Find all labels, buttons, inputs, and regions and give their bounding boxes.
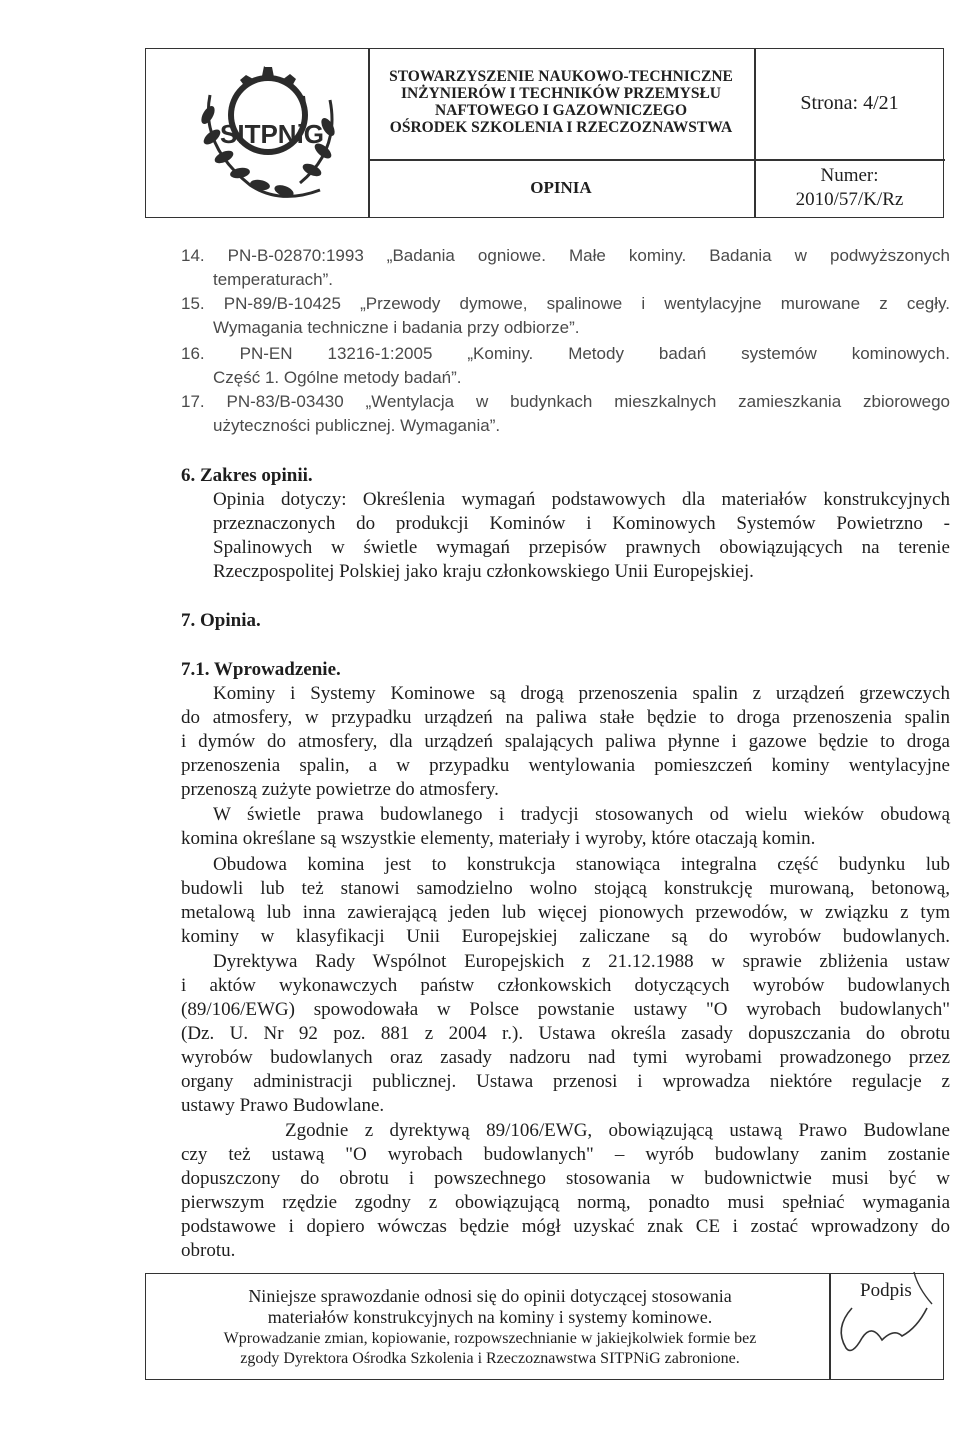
reference-14-line1: 14. PN-B-02870:1993 „Badania ogniowe. Małe kominy. Badania w podwyższonych	[181, 246, 950, 265]
paragraph-line: Obudowa komina jest to konstrukcja stanowiąca integralna część budynku lub	[213, 854, 950, 875]
paragraph-line: przenoszą zużyte powietrze do atmosfery.	[181, 779, 499, 800]
paragraph-line: (Dz. U. Nr 92 poz. 881 z 2004 r.). Ustawa określa zasady dopuszczania do obrotu	[181, 1023, 950, 1044]
logo-text: SITPNiG	[220, 119, 325, 149]
section-7-heading: 7. Opinia.	[181, 610, 261, 631]
page-number: Strona: 4/21	[800, 92, 899, 114]
organization-name: STOWARZYSZENIE NAUKOWO-TECHNICZNE INŻYNIERÓW I TECHNIKÓW PRZEMYSŁU NAFTOWEGO I GAZOWNICZEGO OŚRODEK SZKOLENIA I RZECZOZNAWSTWA	[389, 68, 733, 136]
paragraph-line: i dymów do atmosfery, dla urządzeń spalających paliwa płynne i gazowe będzie to droga	[181, 731, 950, 752]
section-6-line: Rzeczpospolitej Polskiej jako kraju członkowskiego Unii Europejskiej.	[213, 561, 754, 582]
section-6-line: Opinia dotyczy: Określenia wymagań podstawowych dla materiałów konstrukcyjnych	[213, 489, 950, 510]
paragraph-line: do atmosfery, w przypadku urządzeń na paliwa stałe będzie to droga przenoszenia spalin	[181, 707, 950, 728]
paragraph-line: wyrobów budowlanych oraz zasady nadzoru nad tymi wyrobami prowadzonego przez	[181, 1047, 950, 1068]
paragraph-line: ustawy Prawo Budowlane.	[181, 1095, 385, 1116]
paragraph-line: (89/106/EWG) spowodowała w Polsce powstanie ustawy "O wyrobach budowlanych"	[181, 999, 950, 1020]
paragraph-line: organy administracji publicznej. Ustawa przenosi i wprowadza niektóre regulacje z	[181, 1071, 950, 1092]
reference-15-line2: Wymagania techniczne i badania przy odbiorze”.	[213, 318, 580, 337]
reference-15-line1: 15. PN-89/B-10425 „Przewody dymowe, spalinowe i wentylacyjne murowane z cegły.	[181, 294, 950, 313]
section-6-heading: 6. Zakres opinii.	[181, 465, 313, 486]
paragraph-line: czy też ustawą "O wyrobach budowlanych" – wyrób budowlany zanim zostanie	[181, 1144, 950, 1165]
reference-16-line1: 16. PN-EN 13216-1:2005 „Kominy. Metody badań systemów kominowych.	[181, 344, 950, 363]
paragraph-line: Kominy i Systemy Kominowe są drogą przenoszenia spalin z urządzeń grzewczych	[213, 683, 950, 704]
paragraph-line: obrotu.	[181, 1240, 236, 1261]
reference-17-line2: użyteczności publicznej. Wymagania”.	[213, 416, 501, 435]
sitpnig-logo	[180, 55, 350, 213]
paragraph-line: Dyrektywa Rady Wspólnot Europejskich z 21.12.1988 w sprawie zbliżenia ustaw	[213, 951, 950, 972]
signature-label: Podpis	[860, 1280, 912, 1301]
footer-note-line: Niniejsze sprawozdanie odnosi się do opinii dotyczącej stosowania	[248, 1286, 732, 1306]
paragraph-line: i aktów wykonawczych państw członkowskich dotyczących wyrobów budowlanych	[181, 975, 950, 996]
paragraph-line: przenoszenia spalin, a w przypadku wentylowania pomieszczeń kominy wentylacyjne	[181, 755, 950, 776]
paragraph-line: W świetle prawa budowlanego i tradycji stosowanych od wielu wieków obudową	[213, 804, 950, 825]
document-number: Numer: 2010/57/K/Rz	[795, 165, 904, 210]
paragraph-line: dopuszczony do obrotu i powszechnego stosowania w budownictwie musi być w	[181, 1168, 950, 1189]
reference-16-line2: Część 1. Ogólne metody badań”.	[213, 368, 462, 387]
footer-note-line: Wprowadzanie zmian, kopiowanie, rozpowszechnianie w jakiejkolwiek formie bez	[223, 1330, 757, 1347]
handwritten-signature	[832, 1268, 944, 1378]
paragraph-line: komina określane są wszystkie elementy, materiały i wyroby, które otaczają komin.	[181, 828, 816, 849]
reference-14-line2: temperaturach”.	[213, 270, 333, 289]
paragraph-line: metalową lub inna zawierającą jeden lub więcej pionowych przewodów, w związku z tym	[181, 902, 950, 923]
paragraph-line: budowli lub też stanowi samodzielno wolno stojącą konstrukcję murowaną, betonową,	[181, 878, 950, 899]
paragraph-line: kominy w klasyfikacji Unii Europejskiej zaliczane są do wyrobów budowlanych.	[181, 926, 950, 947]
document-type: OPINIA	[530, 178, 592, 197]
footer-note-line: materiałów konstrukcyjnych na kominy i systemy kominowe.	[267, 1307, 713, 1327]
footer-note-line: zgody Dyrektora Ośrodka Szkolenia i Rzeczoznawstwa SITPNiG zabronione.	[240, 1350, 740, 1367]
section-7-1-heading: 7.1. Wprowadzenie.	[181, 659, 341, 680]
section-6-line: Spalinowych w świetle wymagań przepisów prawnych obowiązujących na terenie	[213, 537, 950, 558]
section-6-line: przeznaczonych do produkcji Kominów i Kominowych Systemów Powietrzno -	[213, 513, 950, 534]
paragraph-line: podstawowe i dopiero wówczas będzie mógł uzyskać znak CE i zostać wprowadzony do	[181, 1216, 950, 1237]
paragraph-line: pierwszym rzędzie zgodny z obowiązującą normą, ponadto musi spełniać wymagania	[181, 1192, 950, 1213]
reference-17-line1: 17. PN-83/B-03430 „Wentylacja w budynkach mieszkalnych zamieszkania zbiorowego	[181, 392, 950, 411]
paragraph-line: Zgodnie z dyrektywą 89/106/EWG, obowiązującą ustawą Prawo Budowlane	[285, 1120, 950, 1141]
